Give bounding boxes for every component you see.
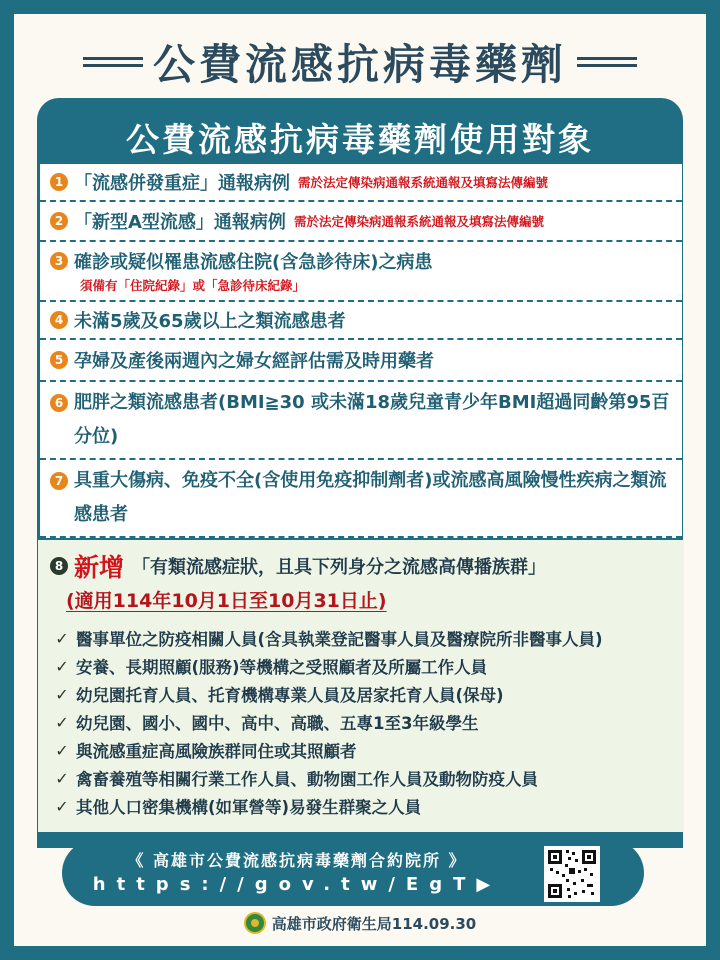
list-item	[48, 652, 678, 680]
title-left-rule	[83, 57, 143, 67]
list-item	[40, 164, 682, 202]
item-note: 須備有「住院紀錄」或「急診待床紀錄」	[80, 278, 306, 293]
check-icon: ✓	[55, 656, 69, 676]
number-badge: 1	[50, 173, 68, 191]
item-text: 「新型A型流感」通報病例	[74, 212, 286, 233]
list-item	[40, 302, 682, 340]
number-badge: 8	[50, 557, 68, 575]
list-item	[48, 680, 678, 708]
list-item	[40, 340, 682, 382]
list-item	[40, 202, 682, 242]
list-item	[40, 382, 682, 460]
new-item-text: 「有類流感症狀，且具下列身分之流感高傳播族群」	[132, 557, 547, 578]
footer-text: 高雄市政府衛生局114.09.30	[271, 914, 477, 933]
item-note: 需於法定傳染病通報系統通報及填寫法傳編號	[293, 214, 544, 229]
item-text: 孕婦及產後兩週內之婦女經評估需及時用藥者	[74, 351, 434, 372]
list-item	[40, 460, 682, 538]
number-badge: 7	[50, 472, 68, 490]
check-text: 其他人口密集機構(如軍營等)易發生群聚之人員	[76, 798, 422, 817]
number-badge: 3	[50, 252, 68, 270]
list-item	[48, 708, 678, 736]
number-badge: 2	[50, 212, 68, 230]
check-text: 幼兒園、國小、國中、高中、高職、五專1至3年級學生	[76, 714, 479, 733]
list-item	[48, 764, 678, 792]
link-label: 《 高雄市公費流感抗病毒藥劑合約院所 》	[127, 851, 467, 870]
check-text: 禽畜養殖等相關行業工作人員、動物園工作人員及動物防疫人員	[76, 770, 538, 789]
new-eligibility-box	[38, 540, 684, 832]
check-icon: ✓	[55, 684, 69, 704]
panel-title: 公費流感抗病毒藥劑使用對象	[126, 119, 594, 159]
health-bureau-logo-icon	[244, 912, 266, 934]
item-text: 肥胖之類流感患者(BMI≧30 或未滿18歲兒童青少年BMI超過同齡第95百分位)	[74, 392, 670, 447]
list-item	[48, 736, 678, 764]
title-right-rule	[577, 57, 637, 67]
check-icon: ✓	[55, 628, 69, 648]
hospital-link-bar[interactable]	[62, 840, 644, 906]
item-text: 具重大傷病、免疫不全(含使用免疫抑制劑者)或流感高風險慢性疾病之類流感患者	[74, 470, 667, 525]
number-badge: 4	[50, 311, 68, 329]
applicable-period: (適用114年10月1日至10月31日止)	[66, 590, 387, 612]
check-icon: ✓	[55, 712, 69, 732]
item-note: 需於法定傳染病通報系統通報及填寫法傳編號	[298, 175, 549, 190]
item-text: 確診或疑似罹患流感住院(含急診待床)之病患	[74, 252, 433, 273]
check-icon: ✓	[55, 796, 69, 816]
new-tag: 新增	[74, 553, 125, 582]
check-text: 幼兒園托育人員、托育機構專業人員及居家托育人員(保母)	[76, 686, 504, 705]
list-item	[48, 792, 678, 820]
list-item	[48, 624, 678, 652]
check-text: 安養、長期照顧(服務)等機構之受照顧者及所屬工作人員	[76, 658, 488, 677]
number-badge: 5	[50, 351, 68, 369]
item-text: 「流感併發重症」通報病例	[74, 173, 290, 194]
number-badge: 6	[50, 394, 68, 412]
link-url[interactable]: https://gov.tw/EgT▶	[92, 874, 502, 895]
item-text: 未滿5歲及65歲以上之類流感患者	[74, 311, 346, 332]
page-title: 公費流感抗病毒藥劑	[152, 40, 567, 89]
checklist	[48, 624, 678, 820]
eligibility-list	[40, 164, 682, 538]
check-icon: ✓	[55, 740, 69, 760]
qr-code-icon[interactable]	[544, 846, 600, 902]
new-item-header	[50, 548, 546, 584]
check-text: 醫事單位之防疫相關人員(含具執業登記醫事人員及醫療院所非醫事人員)	[76, 630, 603, 649]
main-title	[14, 32, 706, 92]
check-icon: ✓	[55, 768, 69, 788]
list-item	[40, 242, 682, 302]
footer	[0, 912, 720, 934]
check-text: 與流感重症高風險族群同住或其照顧者	[76, 742, 357, 761]
